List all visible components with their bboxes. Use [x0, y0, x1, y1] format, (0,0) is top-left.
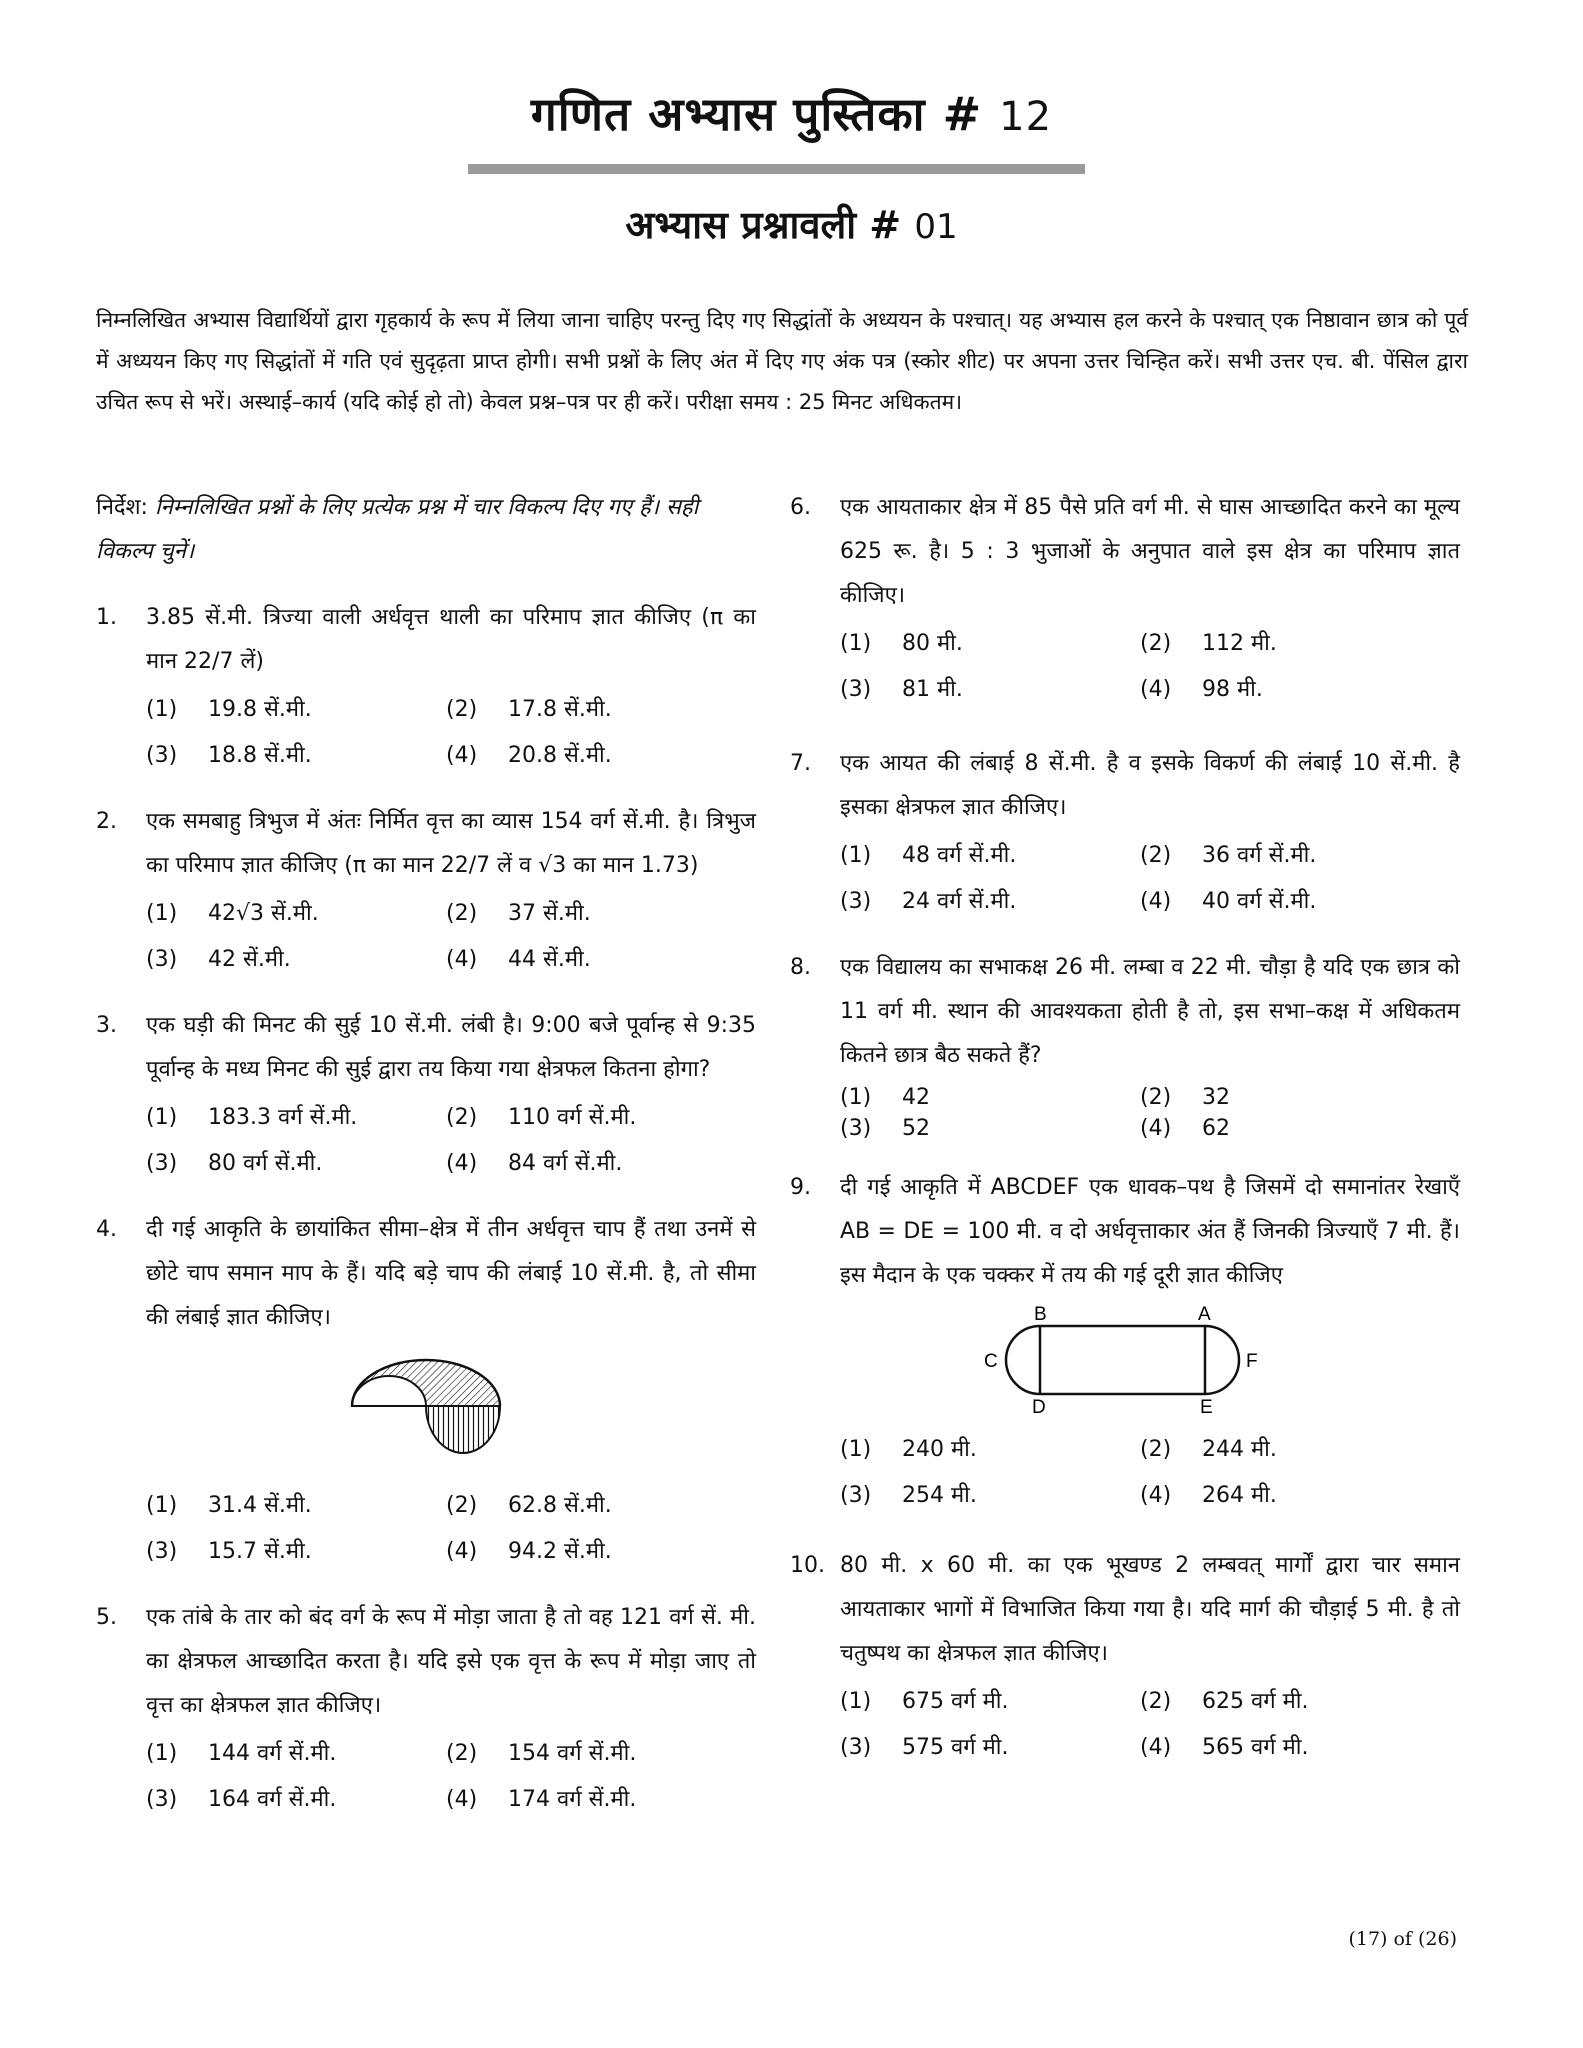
label-e: E	[1200, 1397, 1213, 1416]
figure-semicircle-arcs	[146, 1354, 756, 1464]
option-value: 80 मी.	[902, 631, 963, 656]
option-number: (2)	[1140, 1085, 1172, 1110]
option-value: 675 वर्ग मी.	[902, 1689, 1009, 1714]
question-10	[790, 1544, 1460, 1770]
option-number: (2)	[1140, 1437, 1172, 1462]
option	[146, 892, 446, 936]
option-number: (3)	[840, 1116, 872, 1141]
option-value: 244 मी.	[1202, 1437, 1277, 1462]
booklet-title-text: गणित अभ्यास पुस्तिका	[530, 87, 926, 141]
option	[146, 1530, 446, 1574]
option	[840, 1113, 1140, 1144]
option	[840, 1680, 1140, 1724]
option	[146, 1778, 446, 1822]
option-value: 42	[902, 1085, 930, 1110]
option-value: 144 वर्ग सें.मी.	[208, 1741, 337, 1766]
option-value: 240 मी.	[902, 1437, 977, 1462]
option-value: 81 मी.	[902, 677, 963, 702]
option-value: 37 सें.मी.	[508, 901, 591, 926]
option-number: (1)	[840, 843, 872, 868]
exercise-title	[0, 198, 1583, 250]
option	[446, 1732, 746, 1776]
question-number: 5.	[96, 1605, 117, 1630]
option-value: 264 मी.	[1202, 1483, 1277, 1508]
question-text: एक तांबे के तार को बंद वर्ग के रूप में मोड़ा जाता है तो वह 121 वर्ग सें. मी. का क्षेत्रफल आच्छादित करता है। यदि इसे एक वृत्त के रूप में मोड़ा जाए तो वृत्त का क्षेत्रफल ज्ञात कीजिए।	[146, 1605, 756, 1718]
option	[1140, 1082, 1440, 1113]
question-number: 6.	[790, 495, 811, 520]
option-value: 31.4 सें.मी.	[208, 1493, 312, 1518]
option-number: (2)	[446, 1741, 478, 1766]
option-value: 174 वर्ग सें.मी.	[508, 1787, 637, 1812]
option-number: (4)	[446, 1151, 478, 1176]
option-value: 42 सें.मी.	[208, 947, 291, 972]
question-2	[96, 800, 756, 982]
option-number: (1)	[840, 1085, 872, 1110]
option-number: (4)	[446, 1787, 478, 1812]
question-text: दी गई आकृति में ABCDEF एक धावक–पथ है जिसमें दो समानांतर रेखाएँ AB = DE = 100 मी. व दो अर्धवृत्ताकार अंत हैं जिनकी त्रिज्याएँ 7 मी. हैं। इस मैदान के एक चक्कर में तय की गई दूरी ज्ञात कीजिए	[840, 1175, 1460, 1288]
option-number: (1)	[146, 1105, 178, 1130]
option-value: 575 वर्ग मी.	[902, 1735, 1009, 1760]
option	[146, 1096, 446, 1140]
option	[446, 1096, 746, 1140]
option-number: (1)	[146, 697, 178, 722]
option-number: (4)	[446, 1539, 478, 1564]
directions-text: निम्नलिखित प्रश्नों के लिए प्रत्येक प्रश्न में चार विकल्प दिए गए हैं। सही विकल्प चुनें।	[96, 495, 699, 564]
exercise-number: 01	[914, 207, 958, 247]
option-number: (3)	[840, 1483, 872, 1508]
option-value: 36 वर्ग सें.मी.	[1202, 843, 1317, 868]
option-value: 62	[1202, 1116, 1230, 1141]
option	[840, 668, 1140, 712]
option	[146, 1732, 446, 1776]
question-number: 9.	[790, 1175, 811, 1200]
option-number: (3)	[146, 947, 178, 972]
option	[446, 892, 746, 936]
option	[446, 938, 746, 982]
options	[146, 1484, 756, 1574]
option	[146, 734, 446, 778]
intro-paragraph: निम्नलिखित अभ्यास विद्यार्थियों द्वारा गृहकार्य के रूप में लिया जाना चाहिए परन्तु दिए गए सिद्धांतों के अध्ययन के पश्चात्। यह अभ्यास हल करने के पश्चात् एक निष्ठावान छात्र को पूर्व में अध्ययन किए गए सिद्धांतों में गति एवं सुदृढ़ता प्राप्त होगी। सभी प्रश्नों के लिए अंत में दिए गए अंक पत्र (स्कोर शीट) पर अपना उत्तर चिन्हित करें। सभी उत्तर एच. बी. पेंसिल द्वारा उचित रूप से भरें। अस्थाई–कार्य (यदि कोई हो तो) केवल प्रश्न–पत्र पर ही करें। परीक्षा समय : 25 मिनट अधिकतम।	[96, 308, 1468, 414]
option-number: (4)	[1140, 1735, 1172, 1760]
option	[1140, 880, 1440, 924]
option-number: (3)	[146, 1787, 178, 1812]
question-text: एक आयताकार क्षेत्र में 85 पैसे प्रति वर्ग मी. से घास आच्छादित करने का मूल्य 625 रू. है। 5 : 3 भुजाओं के अनुपात वाले इस क्षेत्र का परिमाप ज्ञात कीजिए।	[840, 495, 1460, 608]
option-value: 254 मी.	[902, 1483, 977, 1508]
option-value: 62.8 सें.मी.	[508, 1493, 612, 1518]
option-number: (3)	[146, 1539, 178, 1564]
option-value: 154 वर्ग सें.मी.	[508, 1741, 637, 1766]
option	[146, 1484, 446, 1528]
option-value: 24 वर्ग सें.मी.	[902, 889, 1017, 914]
question-6	[790, 486, 1460, 712]
option-number: (4)	[446, 947, 478, 972]
option	[1140, 1726, 1440, 1770]
question-number: 3.	[96, 1013, 117, 1038]
option-value: 80 वर्ग सें.मी.	[208, 1151, 323, 1176]
question-text: दी गई आकृति के छायांकित सीमा–क्षेत्र में तीन अर्धवृत्त चाप हैं तथा उनमें से छोटे चाप समान माप के हैं। यदि बड़े चाप की लंबाई 10 सें.मी. है, तो सीमा की लंबाई ज्ञात कीजिए।	[146, 1217, 756, 1330]
option	[840, 1082, 1140, 1113]
options	[840, 622, 1460, 712]
option-value: 20.8 सें.मी.	[508, 743, 612, 768]
option-number: (4)	[1140, 889, 1172, 914]
options	[840, 1082, 1460, 1144]
option-number: (2)	[446, 1105, 478, 1130]
option	[446, 1142, 746, 1186]
question-text: एक समबाहु त्रिभुज में अंतः निर्मित वृत्त का व्यास 154 वर्ग सें.मी. है। त्रिभुज का परिमाप ज्ञात कीजिए (π का मान 22/7 लें व √3 का मान 1.73)	[146, 809, 756, 878]
option-number: (1)	[840, 1689, 872, 1714]
label-a: A	[1198, 1306, 1211, 1325]
option-number: (3)	[840, 677, 872, 702]
option-value: 44 सें.मी.	[508, 947, 591, 972]
option-number: (2)	[1140, 1689, 1172, 1714]
option	[446, 688, 746, 732]
option-number: (4)	[1140, 677, 1172, 702]
option-number: (1)	[146, 1493, 178, 1518]
option-number: (4)	[1140, 1116, 1172, 1141]
booklet-title-hash: #	[942, 87, 983, 141]
question-text: एक घड़ी की मिनट की सुई 10 सें.मी. लंबी है। 9:00 बजे पूर्वान्ह से 9:35 पूर्वान्ह के मध्य मिनट की सुई द्वारा तय किया गया क्षेत्रफल कितना होगा?	[146, 1013, 756, 1082]
option-value: 17.8 सें.मी.	[508, 697, 612, 722]
option-value: 94.2 सें.मी.	[508, 1539, 612, 1564]
question-4	[96, 1208, 756, 1574]
options	[146, 688, 756, 778]
option-value: 98 मी.	[1202, 677, 1263, 702]
option-value: 18.8 सें.मी.	[208, 743, 312, 768]
option-number: (3)	[146, 743, 178, 768]
question-5	[96, 1596, 756, 1822]
booklet-number: 12	[999, 94, 1053, 140]
option	[146, 1142, 446, 1186]
option	[1140, 834, 1440, 878]
option-value: 625 वर्ग मी.	[1202, 1689, 1309, 1714]
option-number: (4)	[1140, 1483, 1172, 1508]
question-3	[96, 1004, 756, 1186]
options	[840, 834, 1460, 924]
question-1	[96, 596, 756, 778]
option-number: (1)	[840, 631, 872, 656]
exercise-title-hash: #	[869, 203, 902, 247]
option-value: 110 वर्ग सें.मी.	[508, 1105, 637, 1130]
option-value: 183.3 वर्ग सें.मी.	[208, 1105, 358, 1130]
option-number: (1)	[146, 901, 178, 926]
option-number: (4)	[446, 743, 478, 768]
option	[840, 622, 1140, 666]
question-8	[790, 946, 1460, 1144]
option	[1140, 1428, 1440, 1472]
option-value: 40 वर्ग सें.मी.	[1202, 889, 1317, 914]
option-value: 164 वर्ग सें.मी.	[208, 1787, 337, 1812]
option-value: 32	[1202, 1085, 1230, 1110]
right-column	[790, 486, 1460, 1792]
option	[1140, 1474, 1440, 1518]
option-value: 84 वर्ग सें.मी.	[508, 1151, 623, 1176]
option-number: (2)	[1140, 631, 1172, 656]
option-number: (1)	[840, 1437, 872, 1462]
question-9	[790, 1166, 1460, 1518]
question-7	[790, 742, 1460, 924]
option	[840, 1428, 1140, 1472]
option-number: (2)	[446, 901, 478, 926]
question-number: 4.	[96, 1217, 117, 1242]
option	[446, 734, 746, 778]
question-number: 2.	[96, 809, 117, 834]
option-value: 48 वर्ग सें.मी.	[902, 843, 1017, 868]
booklet-title	[0, 82, 1583, 144]
question-number: 8.	[790, 955, 811, 980]
label-f: F	[1246, 1351, 1258, 1372]
question-number: 10.	[790, 1553, 825, 1578]
question-number: 1.	[96, 605, 117, 630]
option	[840, 834, 1140, 878]
question-number: 7.	[790, 751, 811, 776]
option	[146, 938, 446, 982]
label-d: D	[1032, 1397, 1046, 1416]
title-divider	[468, 164, 1085, 174]
option-value: 42√3 सें.मी.	[208, 901, 319, 926]
options	[146, 1096, 756, 1186]
label-b: B	[1034, 1306, 1047, 1325]
question-text: 3.85 सें.मी. त्रिज्या वाली अर्धवृत्त थाली का परिमाप ज्ञात कीजिए (π का मान 22/7 लें)	[146, 605, 756, 674]
figure-running-track	[840, 1306, 1460, 1422]
running-track-diagram	[970, 1306, 1260, 1416]
label-c: C	[984, 1351, 998, 1372]
option-value: 112 मी.	[1202, 631, 1277, 656]
shaded-arcs-diagram	[346, 1354, 506, 1458]
option-value: 19.8 सें.मी.	[208, 697, 312, 722]
options	[146, 892, 756, 982]
option	[446, 1484, 746, 1528]
option-value: 565 वर्ग मी.	[1202, 1735, 1309, 1760]
left-column	[96, 486, 756, 1844]
option-number: (1)	[146, 1741, 178, 1766]
option-value: 52	[902, 1116, 930, 1141]
option	[1140, 1680, 1440, 1724]
exercise-title-text: अभ्यास प्रश्नावली	[625, 203, 857, 247]
options	[840, 1680, 1460, 1770]
options	[146, 1732, 756, 1822]
question-text: एक विद्यालय का सभाकक्ष 26 मी. लम्बा व 22 मी. चौड़ा है यदि एक छात्र को 11 वर्ग मी. स्थान की आवश्यकता होती है तो, इस सभा–कक्ष में अधिकतम कितने छात्र बैठ सकते हैं?	[840, 955, 1460, 1068]
option-number: (2)	[1140, 843, 1172, 868]
option	[446, 1778, 746, 1822]
option	[840, 1474, 1140, 1518]
option-number: (3)	[840, 1735, 872, 1760]
option	[840, 1726, 1140, 1770]
option	[1140, 668, 1440, 712]
option	[840, 880, 1140, 924]
directions-label: निर्देश:	[96, 495, 148, 520]
lower-hatched-region	[426, 1406, 500, 1453]
question-text: एक आयत की लंबाई 8 सें.मी. है व इसके विकर्ण की लंबाई 10 सें.मी. है इसका क्षेत्रफल ज्ञात कीजिए।	[840, 751, 1460, 820]
option-number: (3)	[840, 889, 872, 914]
option	[1140, 1113, 1440, 1144]
option-number: (2)	[446, 1493, 478, 1518]
question-text: 80 मी. x 60 मी. का एक भूखण्ड 2 लम्बवत् मार्गों द्वारा चार समान आयताकार भागों में विभाजित किया गया है। यदि मार्ग की चौड़ाई 5 मी. है तो चतुष्पथ का क्षेत्रफल ज्ञात कीजिए।	[840, 1553, 1460, 1666]
option-number: (2)	[446, 697, 478, 722]
page-number: (17) of (26)	[1348, 1928, 1457, 1950]
option-value: 15.7 सें.मी.	[208, 1539, 312, 1564]
directions	[96, 486, 756, 574]
option	[146, 688, 446, 732]
options	[840, 1428, 1460, 1518]
option	[446, 1530, 746, 1574]
option-number: (3)	[146, 1151, 178, 1176]
option	[1140, 622, 1440, 666]
